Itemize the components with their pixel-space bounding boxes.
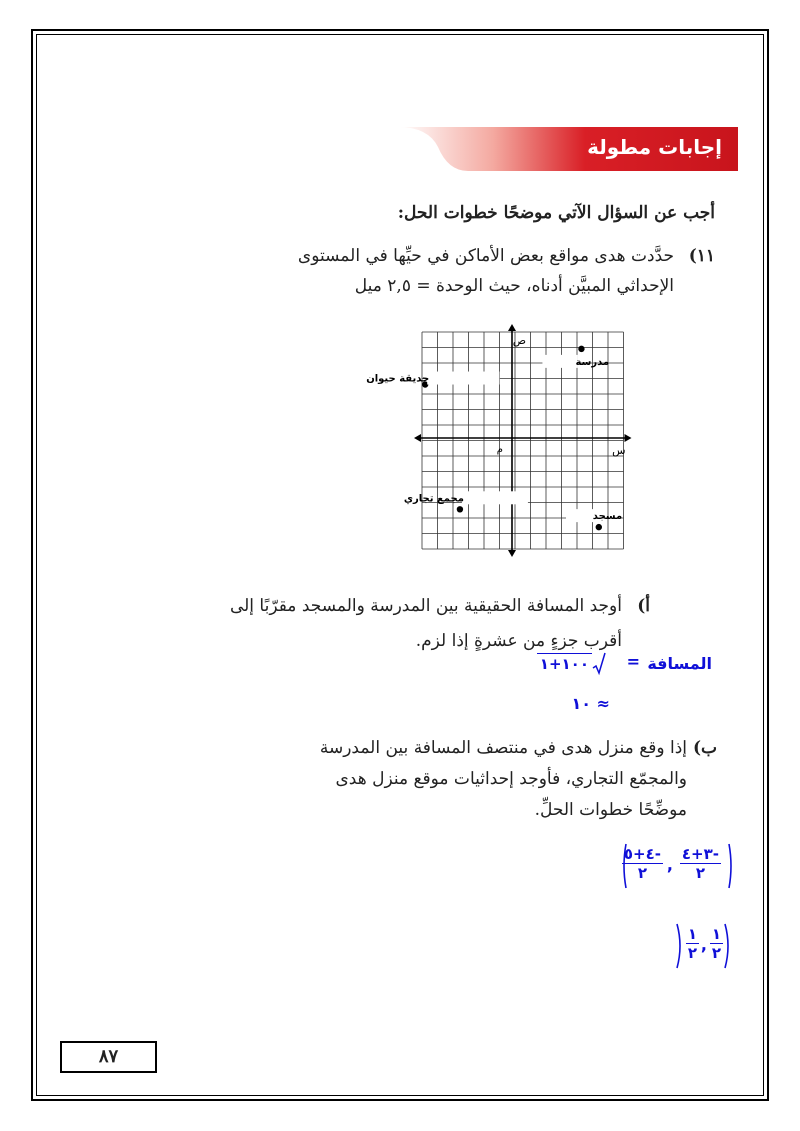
- left-paren: [721, 842, 733, 890]
- point-label-bg: [462, 491, 528, 504]
- fraction-x: -٣+٤ ٢: [681, 845, 719, 882]
- x-axis-label: س: [612, 444, 626, 457]
- point-label: مسجد: [592, 511, 623, 523]
- point-label: حديقة حيوان: [366, 373, 430, 385]
- page-border-inner: [36, 34, 764, 1096]
- point: [578, 346, 584, 352]
- question-number: ١١): [688, 246, 715, 266]
- radicand: ١٠٠+١: [537, 653, 592, 674]
- part-a-line-2: أقرب جزءٍ من عشرةٍ إذا لزم.: [415, 631, 622, 651]
- point-label: مدرسة: [575, 356, 610, 368]
- point-label-bg: [566, 509, 595, 522]
- point: [596, 524, 602, 530]
- part-b-label: ب): [692, 738, 717, 758]
- right-paren: [618, 842, 630, 890]
- page-number: ٨٧: [60, 1041, 157, 1073]
- distance-label: المسافة: [647, 654, 712, 673]
- result-fraction-x: ١ ٢: [711, 925, 721, 962]
- part-a-line-1: أوجد المسافة الحقيقية بين المدرسة والمسجد مقرّبًا إلى: [229, 596, 622, 616]
- question-line-1: حدَّدت هدى مواقع بعض الأماكن في حيِّها في المستوى: [297, 246, 674, 266]
- fraction-y: -٤+٥ ٢: [623, 845, 661, 882]
- question-line-2: الإحداثي المبيَّن أدناه، حيث الوحدة = ٢,٥ ميل: [354, 276, 674, 296]
- point-label-bg: [542, 355, 577, 368]
- midpoint-expression: [618, 842, 733, 890]
- result-comma: ,: [700, 935, 707, 954]
- point: [457, 506, 463, 512]
- approx-value: ≈ ١٠: [571, 694, 610, 713]
- coordinate-plane: [366, 330, 630, 550]
- point-label-bg: [427, 372, 499, 385]
- point-label: مجمع تجاري: [403, 493, 464, 505]
- radical-icon: [592, 652, 606, 674]
- comma: ,: [666, 855, 673, 874]
- y-axis-label: ص: [512, 334, 526, 347]
- section-title: إجابات مطولة: [587, 135, 722, 159]
- result-right-paren: [675, 922, 685, 970]
- equals-sign: =: [626, 652, 640, 671]
- part-a-label: أ): [637, 596, 650, 616]
- part-b-line-2: والمجمّع التجاري، فأوجد إحداثيات موقع منزل هدى: [335, 769, 687, 789]
- result-left-paren: [723, 922, 733, 970]
- part-b-line-3: موضِّحًا خطوات الحلِّ.: [534, 800, 687, 820]
- midpoint-result: [675, 922, 733, 970]
- instruction-text: أجب عن السؤال الآتي موضحًا خطوات الحل:: [397, 203, 715, 223]
- result-fraction-y: ١ ٢: [687, 925, 697, 962]
- origin-label: م: [496, 444, 503, 455]
- part-b-line-1: إذا وقع منزل هدى في منتصف المسافة بين المدرسة: [319, 738, 687, 758]
- square-root: [537, 650, 606, 674]
